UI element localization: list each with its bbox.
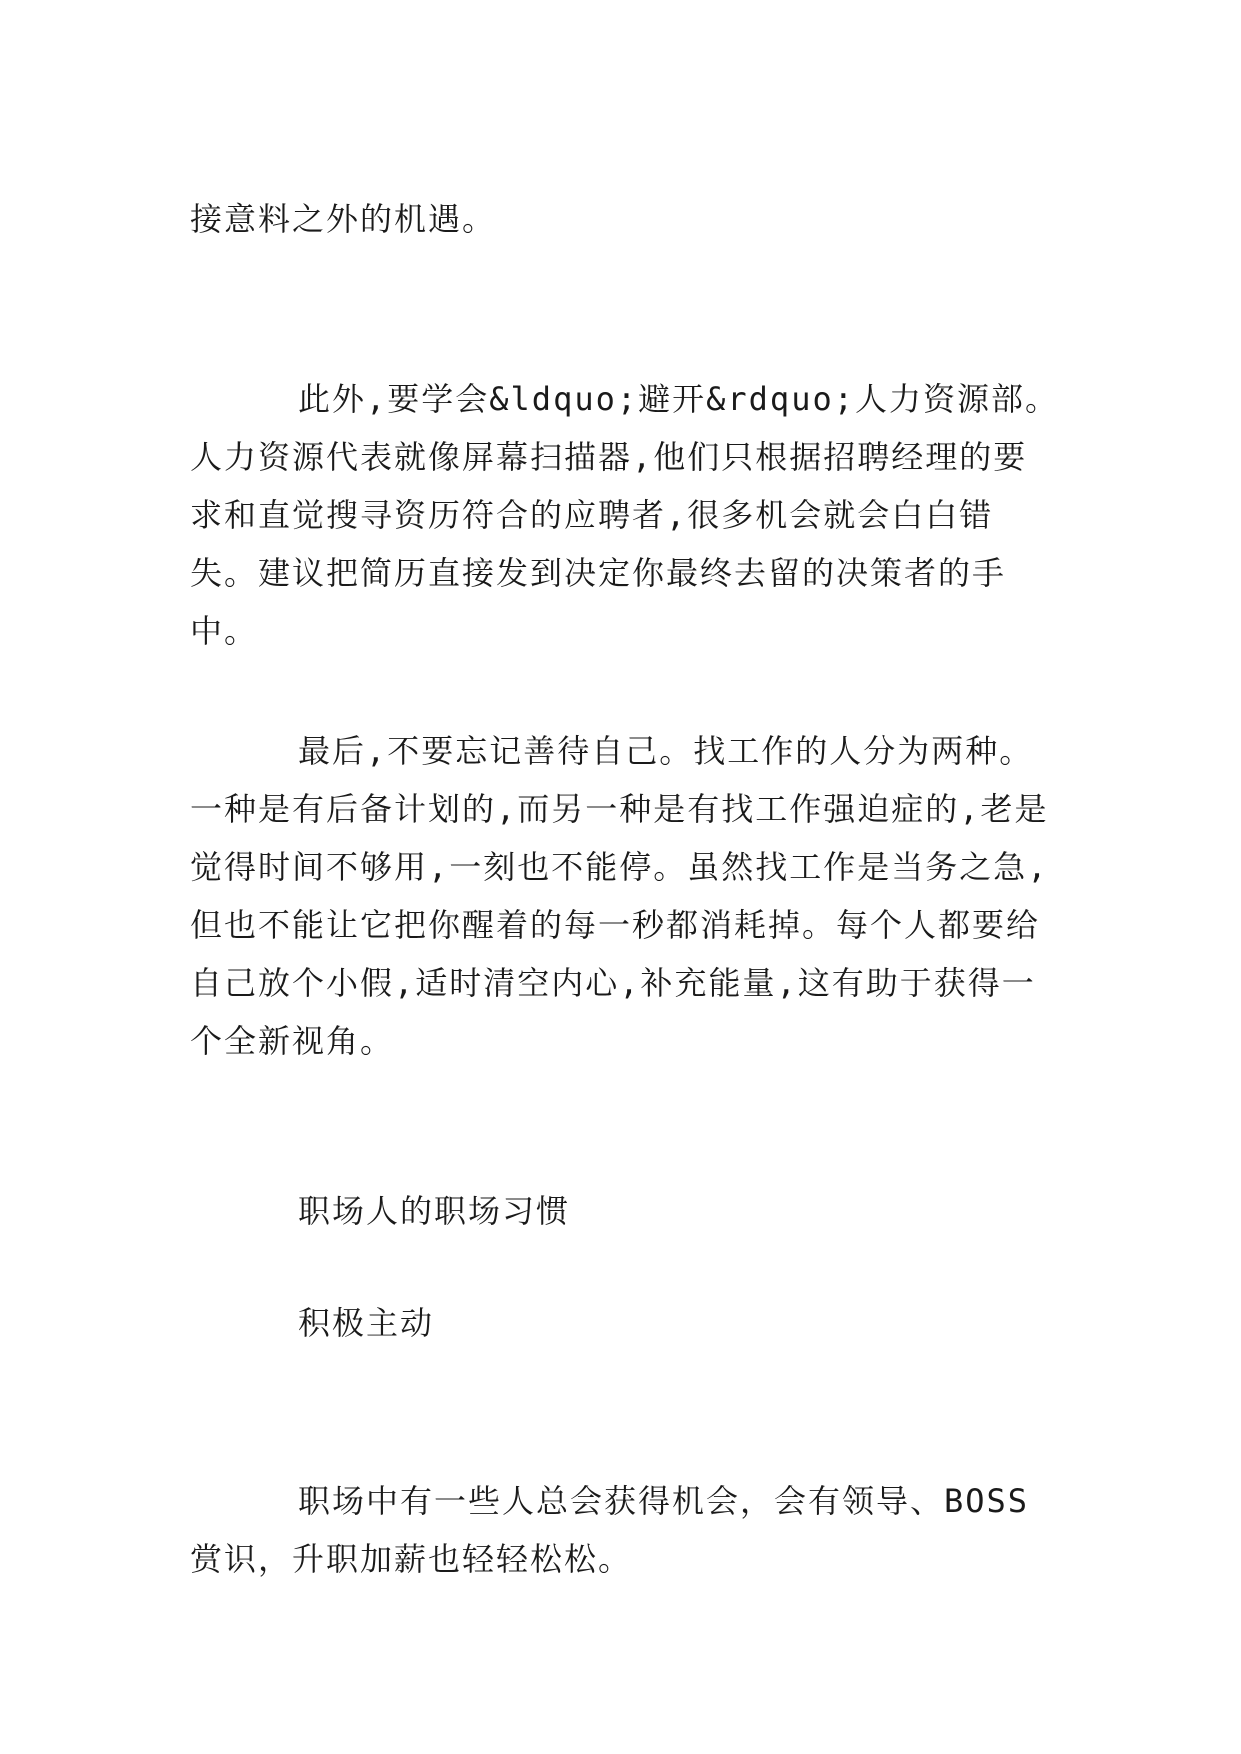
paragraph-continuation: 接意料之外的机遇。	[190, 200, 497, 238]
section-heading: 职场人的职场习惯	[298, 1192, 571, 1230]
paragraph-self-care: 最后,不要忘记善待自己。找工作的人分为两种。一种是有后备计划的,而另一种是有找工作强迫症的,老是觉得时间不够用,一刻也不能停。虽然找工作是当务之急,但也不能让它把你醒着的每一秒都消耗掉。每个人都要给自己放个小假,适时清空内心,补充能量,这有助于获得一个全新视角。	[190, 732, 1049, 1060]
paragraph-proactive: 职场中有一些人总会获得机会，会有领导、BOSS 赏识，升职加薪也轻轻松松。	[190, 1482, 1030, 1578]
subsection-heading: 积极主动	[298, 1304, 435, 1342]
paragraph-hr-advice: 此外,要学会&ldquo;避开&rdquo;人力资源部。人力资源代表就像屏幕扫描器,他们只根据招聘经理的要求和直觉搜寻资历符合的应聘者,很多机会就会白白错失。建议把简历直接发到决定你最终去留的决策者的手中。	[190, 380, 1059, 650]
